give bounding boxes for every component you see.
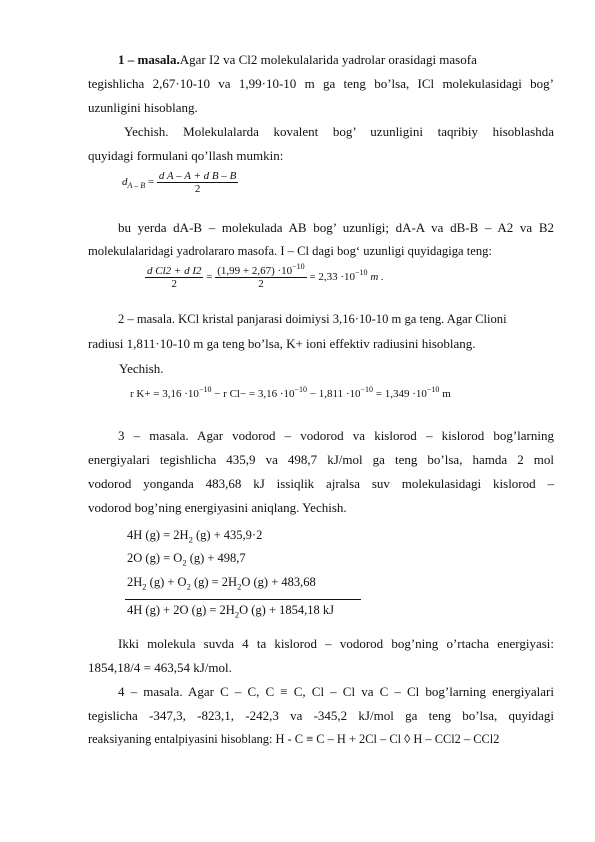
definition-line-2: molekulalaridagi yadrolararo masofa. I – Cl dagi bog‘ uzunligi quyidagiga teng: [88,244,492,258]
bond-length-formula: $d_{A - B}$ = $\frac{\text{d A – A + d B – B}}{2}$ [122,170,237,195]
problem-3-line-1: 3 – masala. Agar vodorod – vodorod va kislorod – kislorod bog’larning [118,428,554,443]
problem-1-line-2: tegishlicha 2,67·10-10 va 1,99·10-10 m ga teng bo’lsa, ICl molekulasidagi bog’ [88,76,554,91]
problem-4-line-3: reaksiyaning entalpiyasini hisoblang: H - C ≡ C – H + 2Cl – Cl ◊ H – CCl2 – CCl2 [88,732,500,746]
sum-rule [125,599,361,600]
problem-1-paragraph: 1 – masala.Agar I2 va Cl2 molekulalarida yadrolar orasidagi masofa [118,52,477,67]
equation-2: 2O $(g) = O_2$ (g) + 498,7 [127,551,246,568]
problem-2-line-1: 2 – masala. KCl kristal panjarasi doimiysi 3,16·10-10 m ga teng. Agar Clioni [118,312,507,326]
equation-sum: 4H (g) + 2O $(g) = 2H_2O$ (g) + 1854,18 kJ [127,603,334,620]
problem-4-line-2: tegislicha -347,3, -823,1, -242,3 va -345,2 kJ/mol ga teng bo’lsa, quyidagi [88,708,554,723]
solution-1-line-2: quyidagi formulani qo’llash mumkin: [88,148,284,163]
problem-4-line-1: 4 – masala. Agar C – C, C ≡ C, Cl – Cl va C – Cl bog’larning energiyalari [118,684,554,699]
icl-bond-length-formula: $\frac{\text{d Cl2 + d I2}}{2}$ = $\frac{(1,99 + 2,67) \cdot 10^{-10}}{2}$ = $2,33 \cdot 10^{-10}$ m . [147,262,384,290]
result-line-2: 1854,18/4 = 463,54 kJ/mol. [88,660,232,675]
definition-line-1: bu yerda dA-B – molekulada AB bog’ uzunligi; dA-A va dB-B – A2 va B2 [118,220,554,235]
problem-3-line-2: energiyalari tegishlicha 435,9 va 498,7 kJ/mol ga teng bo’lsa, hamda 2 mol [88,452,554,467]
problem-3-line-4: vodorod bog’ning energiyasini aniqlang. Yechish. [88,500,347,515]
problem-1-number: 1 [118,52,125,67]
problem-3-line-3: vodorod yonganda 483,68 kJ issiqlik ajralsa suv molekulasidagi kislorod – [88,476,554,491]
k-ion-radius-formula: r $K+ = 3,16 \cdot 10^{-10} - r$ $Cl- = 3,16 \cdot 10^{-10} - 1,811 \cdot 10^{-10} = 1,349 \cdot 10^{-10}$ m [130,385,451,400]
solution-1-line-1: Yechish. Molekulalarda kovalent bog’ uzunligini taqribiy hisoblashda [124,124,554,139]
equation-3: $2H_2$ $(g) + O_2$ $(g) = 2H_2O$ (g) + 483,68 [127,575,316,592]
problem-2-line-2: radiusi 1,811·10-10 m ga teng bo’lsa, K+ ioni effektiv radiusini hisoblang. [88,336,476,351]
solution-2-label: Yechish. [119,361,164,376]
problem-1-title: masala. [137,52,180,67]
problem-1-line-3: uzunligini hisoblang. [88,100,198,115]
result-line-1: Ikki molekula suvda 4 ta kislorod – vodorod bog’ning o’rtacha energiyasi: [118,636,554,651]
equation-1: 4H $(g) = 2H_2$ (g) + 435,9·2 [127,528,263,545]
